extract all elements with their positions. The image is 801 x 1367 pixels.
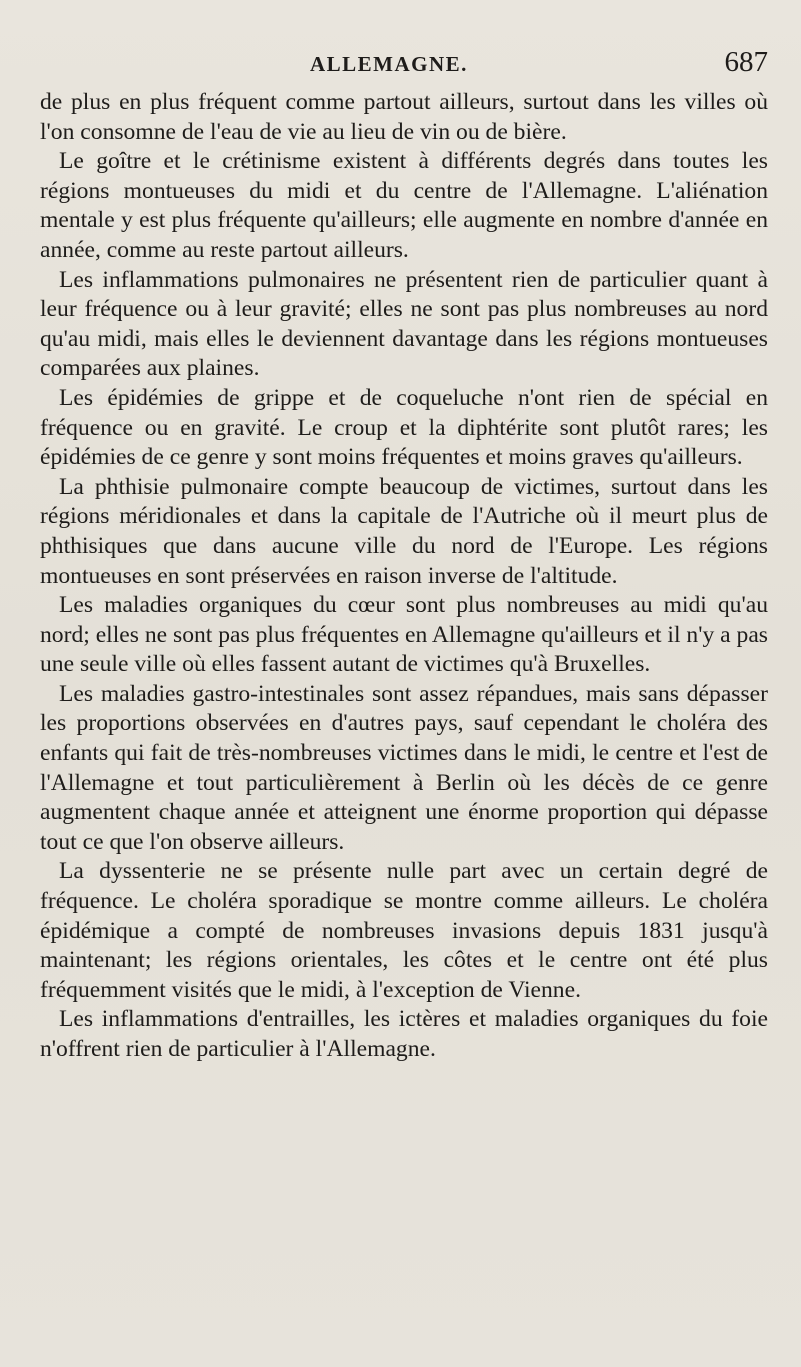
page-number: 687 xyxy=(724,46,768,78)
running-title: ALLEMAGNE. xyxy=(310,52,468,76)
paragraph-continuation: de plus en plus fréquent comme partout ailleurs, surtout dans les villes où l'on consomne de l'eau de vie au lieu de vin ou de bière. xyxy=(40,89,768,145)
paragraph-entrailles-foie: Les inflammations d'entrailles, les ictères et maladies organiques du foie n'offrent rien de particulier à l'Allemagne. xyxy=(40,1006,768,1062)
paragraph-dyssenterie-cholera: La dyssenterie ne se présente nulle part avec un certain degré de fréquence. Le choléra sporadique se montre comme ailleurs. Le choléra épidémique a compté de nombreuses invasions depuis 1831 jusqu'à maintenant; les régions orientales, les côtes et le centre ont été plus fréquemment visités que le midi, à l'exception de Vienne. xyxy=(40,858,768,1003)
paragraph-gastro-intestinales: Les maladies gastro-intestinales sont assez répandues, mais sans dépasser les proportions observées en d'autres pays, sauf cependant le choléra des enfants qui fait de très-nombreuses victimes dans le midi, le centre et l'est de l'Allemagne et tout particulièrement à Berlin où les décès de ce genre augmentent chaque année et atteignent une énorme proportion qui dépasse tout ce que l'on observe ailleurs. xyxy=(40,680,768,855)
paragraph-grippe-coqueluche: Les épidémies de grippe et de coqueluche n'ont rien de spécial en fréquence ou en gravité. Le croup et la diphtérite sont plutôt rares; les épidémies de ce genre y sont moins fréquentes et moins graves qu'ailleurs. xyxy=(40,384,768,471)
paragraph-maladies-coeur: Les maladies organiques du cœur sont plus nombreuses au midi qu'au nord; elles ne sont pas plus fréquentes en Allemagne qu'ailleurs et il n'y a pas une seule ville où elles fassent autant de victimes qu'à Bruxelles. xyxy=(40,592,768,678)
paragraph-goitre-cretinisme: Le goître et le crétinisme existent à différents degrés dans toutes les régions montueuses du midi et du centre de l'Allemagne. L'aliénation mentale y est plus fréquente qu'ailleurs; elle augmente en nombre d'année en année, comme au reste partout ailleurs. xyxy=(40,148,768,263)
body-text xyxy=(40,88,768,1065)
paragraph-inflammations-pulmonaires: Les inflammations pulmonaires ne présentent rien de particulier quant à leur fréquence ou à leur gravité; elles ne sont pas plus nombreuses au nord qu'au midi, mais elles le deviennent davantage dans les régions montueuses comparées aux plaines. xyxy=(40,266,768,382)
paragraph-phthisie: La phthisie pulmonaire compte beaucoup de victimes, surtout dans les régions méridionales et dans la capitale de l'Autriche où il meurt plus de phthisiques que dans aucune ville du nord de l'Europe. Les régions montueuses en sont préservées en raison inverse de l'altitude. xyxy=(40,473,768,589)
running-head xyxy=(40,46,768,78)
